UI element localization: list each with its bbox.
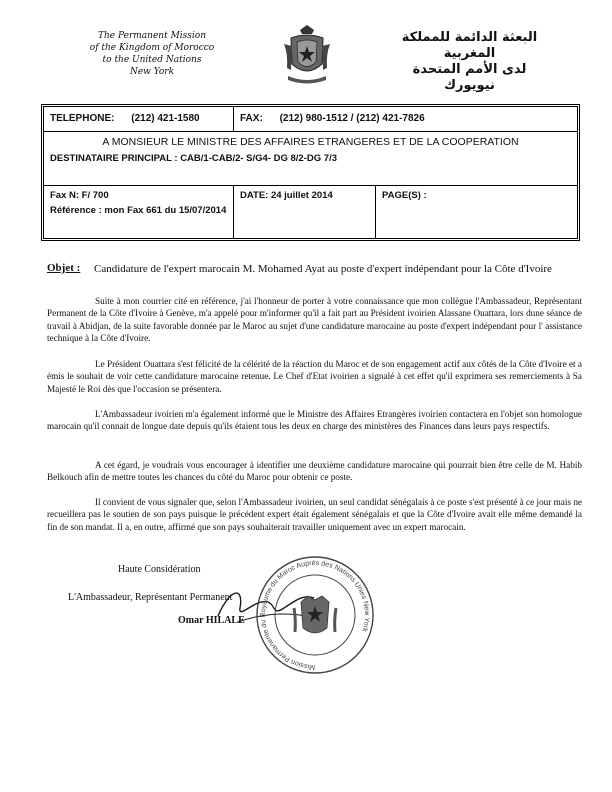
closing-salutation: Haute Considération (118, 564, 201, 575)
recipient-text: DESTINATAIRE PRINCIPAL : CAB/1-CAB/2- S/G4- DG 8/2-DG 7/3 (50, 153, 337, 164)
pages-text: PAGE(S) : (382, 190, 427, 201)
letterhead-left (52, 30, 252, 78)
stamp-ring-text: Mission Permanente du Royaume du Maroc Auprès des Nations Unies New York (260, 559, 371, 671)
fax-number-cell (44, 185, 234, 238)
addressee-text: A MONSIEUR LE MINISTRE DES AFFAIRES ETRANGERES ET DE LA COOPERATION (102, 136, 519, 148)
letterhead-left-line: of the Kingdom of Morocco (89, 43, 215, 53)
addressee-cell (44, 131, 577, 185)
paragraph-3: L'Ambassadeur ivoirien m'a également informé que le Ministre des Affaires Etrangères ivoirien contactera en l'objet son homologue marocain qu'il connait de longue date depuis qu'ils étaient tous les deux en charge des ministères des Finances dans leurs pays respectifs. (47, 409, 582, 432)
paragraph-1: Suite à mon courrier cité en référence, j'ai l'honneur de porter à votre connaissance que mon collègue l'Ambassadeur, Représentant Permanent de la Côte d'Ivoire à Genève, m'a appelé pour m'informer qu'il a fait part au Président ivoirien Alassane Ouattara, lors dune séance de travail à Abidjan, de la suite favorable donnée par le Maroc au sujet d'une candidature marocaine au poste d'expert indépendant pour l' assistance technique à la Côte d'Ivoire. (47, 296, 582, 344)
paragraph-4: A cet égard, je voudrais vous encourager à identifier une deuxième candidature marocaine qui pourrait bien être celle de M. Habib Belkouch afin de mettre toutes les chances du côté du Maroc pour obtenir ce poste. (47, 460, 582, 483)
fax-header-table (41, 104, 580, 241)
signatory-title: L'Ambassadeur, Représentant Permanent (68, 592, 233, 603)
letterhead-left-line: New York (129, 67, 175, 77)
telephone-value: (212) 421-1580 (131, 113, 200, 124)
pages-cell (376, 185, 577, 238)
paragraph-5: Il convient de vous signaler que, selon l'Ambassadeur ivoirien, un seul candidat sénégalais à ce poste s'est présenté à ce jour mais ne recueillera pas le soutien de son pays puisque le précédent expert était également sénégalais et que la Côte d'Ivoire avait elle même demandé la fin de son mandat. Il a, en outre, affirmé que son pays souhaiterait travailler uniquement avec un expert marocain. (47, 497, 582, 532)
fax-value: (212) 980-1512 / (212) 421-7826 (279, 113, 425, 124)
reference-text: Référence : mon Fax 661 du 15/07/2014 (50, 205, 227, 216)
moroccan-coat-of-arms-icon (282, 24, 332, 86)
letterhead-right (382, 30, 557, 94)
letterhead-left-line: The Permanent Mission (98, 31, 206, 41)
objet-label: Objet : (47, 262, 81, 274)
date-cell (234, 185, 376, 238)
fax-number: Fax N: F/ 700 (50, 190, 109, 201)
letterhead-right-line: البعثة الدائمة للمملكة المغربية (401, 30, 538, 61)
official-stamp-icon (252, 552, 378, 678)
date-text: DATE: 24 juillet 2014 (240, 190, 333, 201)
fax-label: FAX: (240, 113, 263, 124)
letterhead-left-line: to the United Nations (102, 55, 202, 65)
telephone-label: TELEPHONE: (50, 113, 115, 124)
telephone-cell (44, 107, 234, 131)
fax-details-row (44, 185, 577, 238)
signatory-name: Omar HILALE (178, 615, 245, 626)
letterhead-right-line: نيويورك (444, 78, 495, 93)
addressee-row (44, 131, 577, 186)
fax-cell (234, 107, 577, 131)
paragraph-2: Le Président Ouattara s'est félicité de la célérité de la réaction du Maroc et de son engagement actif aux côtés de la Côte d'Ivoire et a émis le souhait de voir cette candidature marocaine retenue. Le Chef d'Etat ivoirien a signalé à cet effet qu'il exprimera ses remerciements à Sa Majesté le Roi dès que l'occasion se présentera. (47, 359, 582, 394)
letterhead-right-line: لدى الأمم المتحدة (412, 62, 527, 77)
objet-text: Candidature de l'expert marocain M. Mohamed Ayat au poste d'expert indépendant pour la Côte d'Ivoire (94, 263, 552, 275)
contact-row (44, 107, 577, 132)
